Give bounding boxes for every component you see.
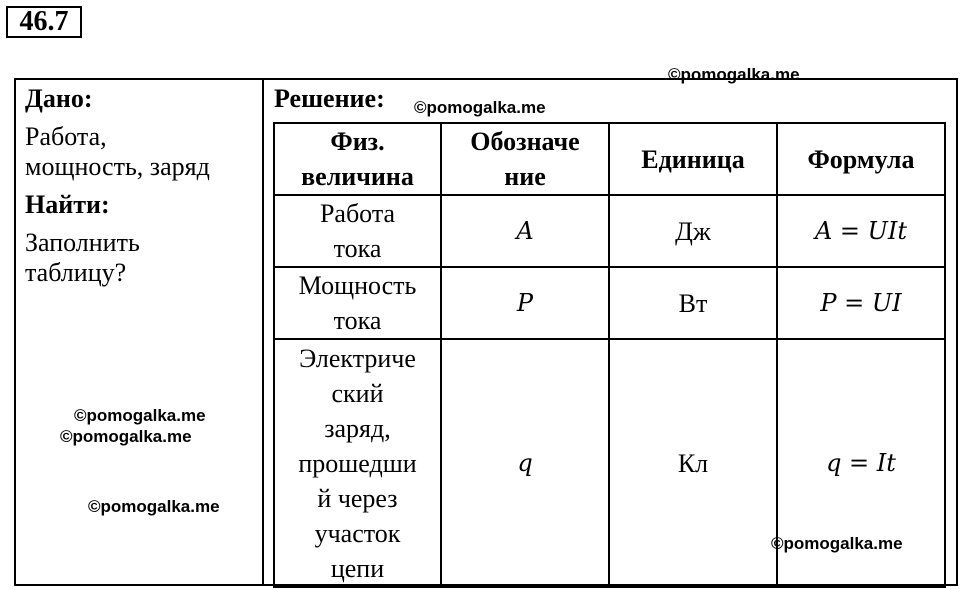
quantity-line: Мощность xyxy=(298,271,417,300)
symbol-cell: q xyxy=(441,339,609,587)
watermark: ©pomogalka.me xyxy=(74,406,206,425)
header-symbol-line1: Обозначе xyxy=(470,127,580,156)
quantity-cell xyxy=(274,339,441,587)
find-heading: Найти: xyxy=(25,190,110,219)
quantity-line: заряд, xyxy=(324,413,391,443)
formula-cell: P = UI xyxy=(777,267,945,339)
watermark: ©pomogalka.me xyxy=(414,98,546,117)
unit-cell: Дж xyxy=(609,195,777,267)
given-heading: Дано: xyxy=(25,84,93,113)
unit-cell: Вт xyxy=(609,267,777,339)
quantity-line: прошедши xyxy=(298,448,417,478)
quantity-line: цепи xyxy=(330,553,385,583)
header-formula-line1: Формула xyxy=(807,144,915,174)
find-text-line1: Заполнить xyxy=(25,228,140,257)
column-divider xyxy=(262,78,264,586)
header-symbol xyxy=(441,123,609,195)
unit-cell: Кл xyxy=(609,339,777,587)
quantity-line: тока xyxy=(333,306,382,335)
header-unit xyxy=(609,123,777,195)
quantity-line: Электриче xyxy=(299,343,416,373)
problem-number: 46.7 xyxy=(6,6,82,38)
header-quantity-line1: Физ. xyxy=(330,127,385,156)
symbol-cell: P xyxy=(441,267,609,339)
header-unit-line1: Единица xyxy=(641,144,745,174)
header-quantity xyxy=(274,123,441,195)
header-formula xyxy=(777,123,945,195)
find-text-line2: таблицу? xyxy=(25,258,127,287)
given-text-line1: Работа, xyxy=(25,122,107,151)
watermark: ©pomogalka.me xyxy=(60,427,192,446)
quantities-table xyxy=(273,122,946,588)
table-row xyxy=(274,267,945,339)
quantity-line: Работа xyxy=(319,199,396,228)
watermark: ©pomogalka.me xyxy=(668,65,800,84)
watermark: ©pomogalka.me xyxy=(771,534,903,553)
table-header-row xyxy=(274,123,945,195)
quantity-cell xyxy=(274,195,441,267)
quantity-line: участок xyxy=(314,518,401,548)
quantity-line: тока xyxy=(333,234,382,263)
formula-cell: A = UIt xyxy=(777,195,945,267)
given-text-line2: мощность, заряд xyxy=(25,152,210,181)
quantity-cell xyxy=(274,267,441,339)
formula-cell: q = It xyxy=(777,339,945,587)
watermark: ©pomogalka.me xyxy=(88,497,220,516)
solution-heading: Решение: xyxy=(274,84,385,113)
symbol-cell: A xyxy=(441,195,609,267)
header-quantity-line2: величина xyxy=(301,162,414,191)
quantity-line: ский xyxy=(331,378,384,408)
header-symbol-line2: ние xyxy=(504,162,546,191)
given-section xyxy=(25,84,260,288)
quantity-line: й через xyxy=(317,483,398,513)
table-row xyxy=(274,195,945,267)
